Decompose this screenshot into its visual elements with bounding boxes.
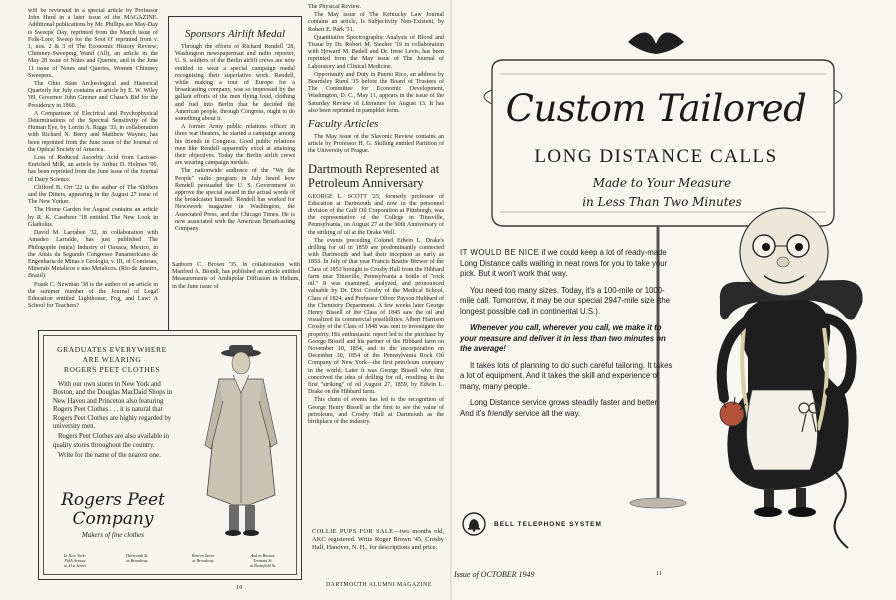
logo-line: Company bbox=[72, 509, 154, 529]
ad-subtitle-line-1: Made to Your Measure bbox=[592, 176, 732, 190]
ad-headline-line: ARE WEARING bbox=[82, 355, 142, 364]
paragraph: The events preceding Colonel Edwin L. Drake's drilling for oil in 1859 are predominantly connected with Dartmouth and had their inception as early as 1853. In July of that year Francis Beattie Brewer of the Class of 1853 brought to Crosby Hall from the Hibbard farm near Titusville, Pennsylvania a bottle of "rock oil." It was examined, analyzed, and pronounced valuable by Dr. Dixi Crosby of the Medical School, Class of 1824, and Professor Oliver Payson Hubbard of the Chemistry Department. A few weeks later George Henry Bissell of the Class of 1845 saw the oil and visualized its commercial possibilities. Albert Harrison Crosby of the Class of 1848 was sent to investigate the property. His enthusiastic report led to the purchase by George Bissell and his partner of the Hibbard farm on November 10, 1854, and to the incorporation on December 30, 1854 of the Pennsylvania Rock Oil Company of New York—the first petroleum company in the world. Later it was George Bissell who first conceived the idea of drilling for oil, resulting in the first "striking" of oil August 27, 1859, by Edwin L. Drake on the Hibbard farm. bbox=[308, 237, 444, 396]
text-run: service all the way. bbox=[512, 408, 581, 418]
text-run: Long Distance service grows steadily faster and better. And it's bbox=[460, 398, 659, 418]
rogers-peet-logo bbox=[61, 491, 165, 539]
paragraph: Frank C. Newman '38 is the author of an article in the summer number of the Journal of Legal Education entitled Lighthouse, Fog, and Law: A School for Teachers? bbox=[28, 281, 158, 310]
paragraph: Quantitative Spectrographic Analysis of Blood and Tissue by Dr. Robert M. Stecher '19 in collaboration with Howard M. Bedell and Dr. Irene Levis, has been reprinted from the May issue of The Journal of Laboratory and Clinical Medicine. bbox=[308, 34, 444, 70]
paragraph: David M. Larrabee '32, in collaboration with Amadeo Larralde, has just published The Philogopite (mica) Industry of Oaxaca, Mexico, in the Anais da Segundo Congresso Panamericano de Engenharia de Minas e Geologia, v. III, of Comissao, Minerais Metalicos e nao Metalicos. (Rio de Janeiro, Brazil). bbox=[28, 230, 158, 280]
paragraph bbox=[460, 248, 674, 280]
classified-headline: COLLIE PUPS FOR SALE bbox=[312, 528, 394, 535]
store-line: Tremont St. bbox=[253, 558, 273, 563]
paragraph: The May issue of The Kentucky Law Journal contains an article, Is Subjectivity Non-Existent, by Robert E. Park '31. bbox=[308, 12, 444, 33]
store-address bbox=[49, 553, 101, 568]
eagle-ornament bbox=[628, 32, 684, 54]
paragraph: Rogers Peet Clothes are also available in quality stores throughout the country. bbox=[53, 433, 169, 449]
ad-headline-line: ROGERS PEET CLOTHES bbox=[63, 365, 161, 374]
lead-text: if we could keep a lot of ready-made Long Distance calls waiting in neat rows for you to take your pick. But it won't work that way. bbox=[460, 248, 668, 278]
paragraph: A former Army public relations officer in three war theaters, he started a campaign among his friends in Congress. Good public relations men like Rendell apparently excel at attaining their objectives. Today the Berlin airlift crews are wearing campaign medals. bbox=[175, 124, 295, 167]
paragraph bbox=[460, 398, 674, 419]
ad-title-caps: LONG DISTANCE CALLS bbox=[534, 146, 778, 167]
ad-title-script: Custom Tailored bbox=[505, 87, 807, 130]
paragraph: Whenever you call, wherever you call, we make it to your measure and deliver it in less than two minutes on the average! bbox=[460, 323, 666, 353]
faculty-articles-heading: Faculty Articles bbox=[308, 118, 379, 131]
text-run: friendly bbox=[487, 408, 513, 418]
lead-in: IT WOULD BE NICE bbox=[460, 248, 540, 257]
classified-text: —two months old, AKC registered. Write Roger Brown '45, Crosby Hall, Hanover, N. H., for descriptions and price. bbox=[312, 528, 444, 551]
paragraph: Clifford B. Orr '22 is the author of The Shifters and the Ditters, appearing in the August 27 issue of The New Yorker. bbox=[28, 184, 158, 206]
bell-system-name: BELL TELEPHONE SYSTEM bbox=[494, 521, 602, 528]
paragraph: The Physical Review. bbox=[308, 4, 361, 10]
dartmouth-petroleum-heading: Dartmouth Represented at Petroleum Anniversary bbox=[308, 161, 440, 190]
ad-body-copy bbox=[460, 248, 674, 425]
paragraph: With our own stores in New York and Boston, and the Douglas MacDaid Shops in New Haven and Princeton also featuring Rogers Peet Clothes . . . it is natural that Rogers Peet Clothes are highly regarded by university men. bbox=[53, 381, 173, 431]
store-addresses bbox=[49, 553, 291, 573]
airlift-heading: Sponsors Airlift Medal bbox=[184, 28, 286, 40]
apron bbox=[746, 390, 817, 470]
sanborn-brown-paragraph: Sanborn C. Brown '35, in collaboration with Manfred A. Biondi, has published an article entitled Measurements of Ambipolar Diffusion in Helium, in the June issue of bbox=[172, 262, 300, 290]
paragraph: The Ohio State Archeological and Historical Quarterly for July contains an article by E. W. Wiley '09, Governor John Greiner and Chase's Bid for the Presidency in 1860. bbox=[28, 81, 158, 109]
store-line: Warren Street bbox=[191, 553, 215, 558]
ad-subtitle-line-2: in Less Than Two Minutes bbox=[582, 195, 742, 209]
paragraph: GEORGE L. SCOTT '25, formerly professor of Education at Dartmouth and now in the personnel division of the Gulf Oil Corporation at Pittsburgh, was the representative of the College in Titusville, Pennsylvania, on August 27 at the 90th Anniversary of the striking of oil at the Drake Well. bbox=[308, 193, 444, 236]
rogers-peet-advertisement bbox=[38, 330, 302, 580]
store-line: And in Boston: bbox=[250, 553, 276, 558]
magazine-name: DARTMOUTH ALUMNI MAGAZINE bbox=[326, 582, 432, 588]
store-address bbox=[177, 553, 229, 563]
store-line: Thirteenth St. bbox=[125, 553, 149, 558]
man-in-overcoat-illustration bbox=[189, 345, 293, 541]
logo-tagline: Makers of fine clothes bbox=[81, 531, 144, 539]
paragraph: The nationwide audience of the "We the People" radio program in July heard how Rendell persuaded the U. S. Government to approve the special award in the actual words of the broadcaster himself. Rendell has worked for Newsweek magazine in Washington, the Associated Press, and the Chicago Times. He is now associated with the American Broadcasting Company. bbox=[175, 168, 295, 233]
store-address bbox=[111, 553, 163, 563]
store-line: at Broadway bbox=[126, 558, 148, 563]
page-number: 11 bbox=[656, 571, 662, 577]
ad-body-copy bbox=[53, 381, 173, 463]
ad-headline bbox=[53, 345, 171, 375]
paragraph: A Comparison of Electrical and Psychophysical Determinations of the Spectral Sensitivity of the Human Eye, by Lorrin A. Riggs '33, in collaboration with Richard N. Berry and Matthew Wayner, has been reprinted from the June issue of the Journal of the Optical Society of America. bbox=[28, 110, 158, 153]
column-a-text bbox=[28, 8, 158, 330]
column-b-text bbox=[308, 4, 444, 522]
paragraph: Opportunity and Duty in Puerto Rico, an address by Beardsley Ruml '15 before the Board of Trustees of The Committee for Economic Development, Washington, D. C., May 11, appears in the issue of the Saturday Review of Literature for August 13. It has also been reprinted in pamphlet form. bbox=[308, 71, 444, 114]
store-line: at Bromfield St. bbox=[249, 563, 277, 568]
store-line: Fifth Avenue bbox=[64, 558, 86, 563]
paragraph: The May issue of the Slavonic Review contains an article by Professor H. G. Skilling entitled Partition of the University of Prague. bbox=[308, 134, 444, 155]
right-shoe bbox=[788, 507, 816, 517]
bell-logo-icon bbox=[462, 512, 486, 536]
store-line: at 41st Street bbox=[64, 563, 86, 568]
bell-telephone-advertisement bbox=[452, 0, 896, 600]
store-line: at Broadway bbox=[192, 558, 214, 563]
paragraph: Write for the name of the nearest one. bbox=[58, 452, 161, 460]
issue-date: Issue of OCTOBER 1949 bbox=[454, 570, 535, 579]
paragraph: Through the efforts of Richard Rendell '28, Washington newspaperman and radio reporter, U. S. soldiers of the Berlin airlift crews are now entitled to wear a special campaign medal recognizing their superlative work. Rendell, while making a tour of Europe for a broadcasting company, was so impressed by the gallant efforts of the men flying food, clothing and fuel into Berlin that he decided the American people, through Congress, ought to do something about it. bbox=[175, 44, 295, 123]
paragraph: This chain of events has led to the recognition of George Henry Bissell as the first to see the value of petroleum, and Crosby Hall at Dartmouth as the birthplace of the industry. bbox=[308, 397, 444, 425]
paragraph: The Home Garden for August contains an article by R. K. Casebeer '18 entitled The New Look in Gladiolus. bbox=[28, 207, 158, 228]
paragraph: Loss of Reduced Ascorbic Acid from Lactose-Enriched Milk, an article by Arthur D. Holmes '06, has been reprinted from the June issue of the Journal of Dairy Science. bbox=[28, 155, 158, 183]
logo-line: Rogers Peet bbox=[61, 490, 165, 510]
right-page bbox=[452, 0, 896, 600]
pin-cushion bbox=[720, 402, 744, 426]
left-shoe bbox=[754, 507, 782, 517]
store-line: In New York: bbox=[64, 553, 86, 558]
paragraph: will be reviewed in a special article by Professor John Hurd in a later issue of the MAGAZINE. Additional publications by Mr. Phillips are May-Day is Sweeps' Day, reprinted from the March issue of Folk-Lore; Sweep for the Soot O' reprinted from v. 1, nos. 2 & 3 of The Economic History Review; Chimney-Sweeping Wand (All), an article in the May 28 issue of Notes and Queries; and in the June 11 issue of Notes and Queries, Women Chimney Sweepers. bbox=[28, 8, 158, 79]
collie-pups-classified bbox=[312, 528, 444, 552]
store-address bbox=[237, 553, 289, 568]
paragraph: It takes lots of planning to do such careful tailoring. It takes a lot of equipment. And it takes the skill and experience of many, many people. bbox=[460, 360, 673, 391]
page-number: 10 bbox=[236, 585, 243, 591]
ad-headline-line: GRADUATES EVERYWHERE bbox=[57, 345, 167, 354]
paragraph: You need too many sizes. Today, it's a 100-mile or 1000-mile call. Tomorrow, it may be our special 2947-mile size (the longest possible call in continental U.S.). bbox=[460, 285, 671, 316]
